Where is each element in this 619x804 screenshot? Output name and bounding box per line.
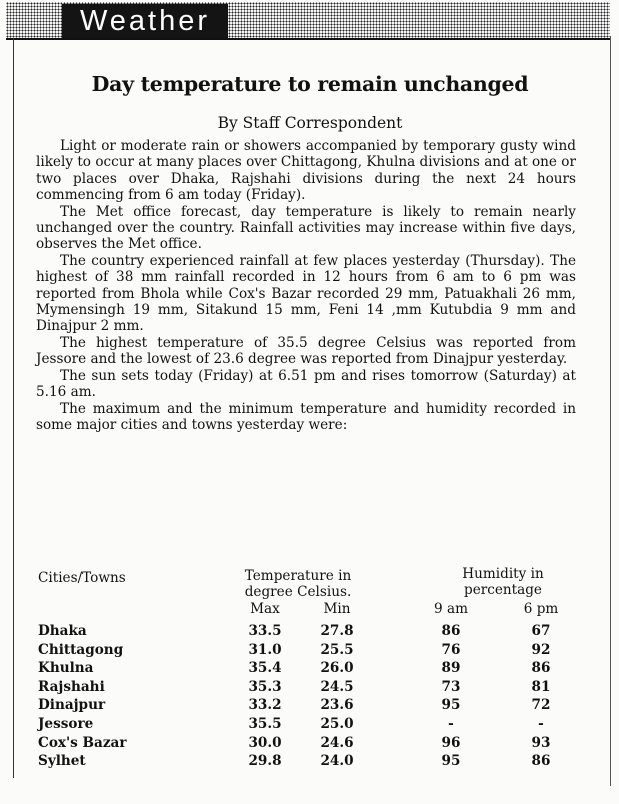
min-cell: 25.0 [320, 716, 354, 732]
header-temperature: Temperature in [244, 568, 352, 584]
column-rule-right [610, 36, 611, 786]
section-banner [6, 2, 610, 40]
city-cell: Khulna [38, 660, 94, 677]
max-cell: 33.5 [248, 623, 282, 639]
humidity-6pm-cell: 81 [531, 678, 551, 695]
headline: Day temperature to remain unchanged [91, 72, 529, 96]
city-cell: Chittagong [38, 641, 124, 658]
min-cell: 26.0 [320, 660, 354, 677]
header-6pm: 6 pm [523, 601, 559, 617]
humidity-6pm-cell: 86 [531, 660, 551, 677]
humidity-9am-cell: 73 [441, 678, 461, 695]
min-cell: 24.6 [320, 734, 354, 751]
header-city: Cities/Towns [38, 570, 126, 586]
byline: By Staff Correspondent [217, 114, 403, 132]
city-cell: Cox's Bazar [38, 734, 127, 751]
min-cell: 24.5 [320, 678, 354, 695]
header-max: Max [250, 601, 280, 617]
max-cell: 35.4 [248, 660, 282, 677]
min-cell: 27.8 [320, 623, 354, 639]
paragraph: The country experienced rainfall at few places yesterday (Thursday). The highest of 38 mm rainfall recorded in 12 hours from 6 am to 6 pm was reported from Bhola while Cox's Bazar recorded 29 mm, Patuakhali 26 mm, Mymensingh 19 mm, Sitakund 15 mm, Feni 14 ,mm Kutubdia 9 mm and Dinajpur 2 mm. [36, 252, 576, 335]
humidity-6pm-cell: 92 [531, 641, 551, 658]
paragraph: Light or moderate rain or showers accompanied by temporary gusty wind likely to occur at many places over Chittagong, Khulna divisions and at one or two places over Dhaka, Rajshahi divisions during the next 24 hours commencing from 6 am today (Friday). [36, 138, 576, 204]
city-cell: Dhaka [38, 623, 87, 639]
max-cell: 29.8 [248, 753, 282, 770]
section-label: Weather [62, 4, 228, 38]
min-cell: 23.6 [320, 697, 354, 714]
column-rule-left [13, 38, 14, 778]
header-min: Min [323, 601, 351, 617]
city-cell: Dinajpur [38, 697, 106, 714]
max-cell: 31.0 [248, 641, 282, 658]
humidity-9am-cell: 96 [441, 734, 461, 751]
paragraph: The Met office forecast, day temperature is likely to remain nearly unchanged over the country. Rainfall activities may increase within five days, observes the Met office. [36, 203, 576, 253]
humidity-6pm-cell: 72 [531, 697, 551, 714]
city-cell: Rajshahi [38, 678, 105, 695]
header-humidity: Humidity in [462, 566, 544, 582]
humidity-9am-cell: 76 [441, 641, 461, 658]
humidity-9am-cell: 95 [441, 697, 461, 714]
max-cell: 30.0 [248, 734, 282, 751]
min-cell: 24.0 [320, 753, 354, 770]
header-9am: 9 am [434, 601, 468, 617]
humidity-9am-cell: 89 [441, 660, 461, 677]
article-body [36, 138, 576, 433]
city-cell: Sylhet [38, 753, 86, 770]
humidity-6pm-cell: 93 [531, 734, 551, 751]
paragraph: The maximum and the minimum temperature and humidity recorded in some major cities and towns yesterday were: [36, 400, 576, 433]
max-cell: 33.2 [248, 697, 282, 714]
humidity-6pm-cell: 67 [531, 623, 551, 639]
paragraph: The highest temperature of 35.5 degree Celsius was reported from Jessore and the lowest of 23.6 degree was reported from Dinajpur yesterday. [36, 334, 576, 368]
humidity-6pm-cell: 86 [531, 753, 551, 770]
humidity-9am-cell: 95 [441, 753, 461, 770]
humidity-6pm-cell: - [538, 716, 544, 732]
city-cell: Jessore [38, 716, 94, 732]
header-humidity-unit: percentage [464, 582, 542, 598]
header-temperature-unit: degree Celsius. [244, 584, 352, 600]
humidity-9am-cell: - [448, 716, 454, 732]
paragraph: The sun sets today (Friday) at 6.51 pm and rises tomorrow (Saturday) at 5.16 am. [36, 367, 576, 401]
max-cell: 35.3 [248, 678, 282, 695]
min-cell: 25.5 [320, 641, 354, 658]
humidity-9am-cell: 86 [441, 623, 461, 639]
max-cell: 35.5 [248, 716, 282, 732]
